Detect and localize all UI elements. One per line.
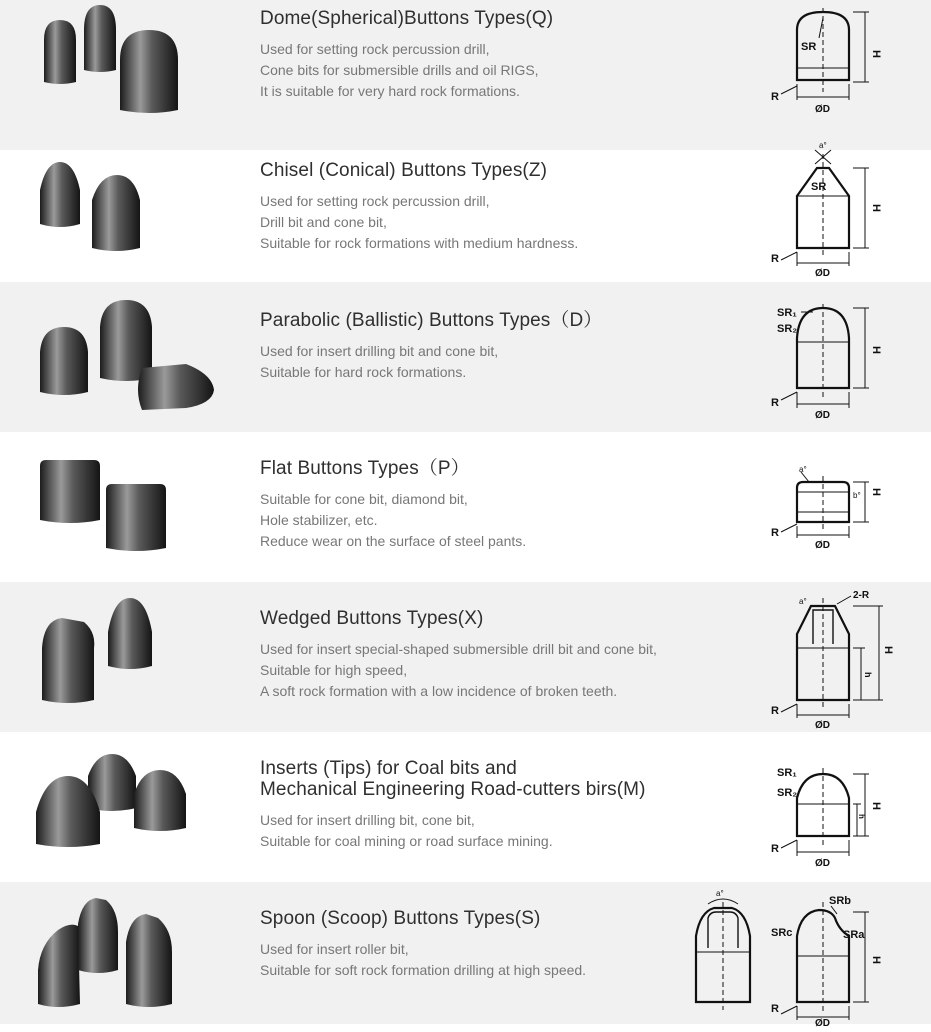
label-r: R bbox=[771, 527, 779, 539]
dome-button-diagram bbox=[765, 0, 905, 150]
label-angle: a° bbox=[716, 889, 724, 898]
row-dome-buttons bbox=[0, 0, 931, 150]
row-description bbox=[260, 191, 770, 254]
dome-buttons-photo bbox=[22, 0, 222, 150]
row-flat-buttons bbox=[0, 432, 931, 582]
label-src: SRc bbox=[771, 927, 793, 939]
label-diameter: ØD bbox=[815, 410, 830, 421]
description-line: It is suitable for very hard rock formations. bbox=[260, 83, 520, 99]
description-line: Suitable for rock formations with medium hardness. bbox=[260, 235, 579, 251]
label-h: H bbox=[870, 956, 882, 964]
label-sr1: SR₁ bbox=[777, 767, 797, 779]
label-h: H bbox=[870, 802, 882, 810]
wedged-button-diagram bbox=[765, 582, 905, 732]
label-angle: a° bbox=[799, 597, 807, 606]
label-sr2: SR₂ bbox=[777, 323, 798, 335]
label-r: R bbox=[771, 91, 779, 103]
description-line: Suitable for soft rock formation drilling at high speed. bbox=[260, 962, 587, 978]
coal-bit-inserts-photo bbox=[22, 732, 222, 882]
label-2r: 2-R bbox=[853, 590, 870, 601]
label-diameter: ØD bbox=[815, 1018, 830, 1029]
label-sr1: SR₁ bbox=[777, 307, 797, 319]
label-h: H bbox=[870, 50, 882, 58]
row-chisel-buttons bbox=[0, 141, 931, 300]
chisel-buttons-photo bbox=[22, 150, 222, 300]
description-line: A soft rock formation with a low incidence of broken teeth. bbox=[260, 683, 618, 699]
description-line: Used for insert drilling bit and cone bit, bbox=[260, 343, 499, 359]
row-title: Spoon (Scoop) Buttons Types(S) bbox=[260, 908, 541, 929]
description-line: Used for setting rock percussion drill, bbox=[260, 193, 490, 209]
description-line: Suitable for hard rock formations. bbox=[260, 364, 467, 380]
description-line: Used for insert drilling bit, cone bit, bbox=[260, 812, 475, 828]
description-line: Suitable for coal mining or road surface mining. bbox=[260, 833, 553, 849]
label-sra: SRa bbox=[843, 929, 865, 941]
description-line: Drill bit and cone bit, bbox=[260, 214, 387, 230]
label-angle-b: b° bbox=[853, 491, 861, 500]
flat-buttons-photo bbox=[22, 432, 222, 582]
description-line: Used for setting rock percussion drill, bbox=[260, 41, 490, 57]
description-line: Suitable for high speed, bbox=[260, 662, 408, 678]
description-line: Suitable for cone bit, diamond bit, bbox=[260, 491, 468, 507]
label-h: H bbox=[870, 488, 882, 496]
spoon-button-side-diagram bbox=[765, 882, 905, 1032]
description-line: Reduce wear on the surface of steel pants. bbox=[260, 533, 527, 549]
label-sr2: SR₂ bbox=[777, 787, 798, 799]
row-description bbox=[260, 810, 770, 852]
row-wedged-buttons bbox=[0, 582, 931, 732]
label-r: R bbox=[771, 1003, 779, 1015]
row-coal-bit-inserts bbox=[0, 732, 931, 882]
coal-bit-insert-diagram bbox=[765, 732, 905, 882]
row-title: Wedged Buttons Types(X) bbox=[260, 608, 484, 629]
description-line: Used for insert special-shaped submersible drill bit and cone bit, bbox=[260, 641, 657, 657]
label-h: H bbox=[870, 204, 882, 212]
spoon-buttons-photo bbox=[22, 882, 222, 1032]
chisel-button-diagram bbox=[765, 141, 905, 300]
label-r: R bbox=[771, 253, 779, 265]
label-h-small: h bbox=[863, 672, 873, 678]
label-srb: SRb bbox=[829, 895, 851, 907]
row-title: Flat Buttons Types（P） bbox=[260, 458, 470, 479]
description-line: Cone bits for submersible drills and oil RIGS, bbox=[260, 62, 539, 78]
row-description bbox=[260, 639, 770, 702]
row-title-line-2: Mechanical Engineering Road-cutters birs(M) bbox=[260, 779, 646, 800]
label-h: H bbox=[870, 346, 882, 354]
row-spoon-buttons bbox=[0, 882, 931, 1029]
wedged-buttons-photo bbox=[22, 582, 222, 732]
spoon-button-front-diagram bbox=[690, 882, 760, 1032]
label-h: H bbox=[882, 646, 894, 654]
label-r: R bbox=[771, 397, 779, 409]
label-diameter: ØD bbox=[815, 720, 830, 731]
description-line: Used for insert roller bit, bbox=[260, 941, 409, 957]
label-sr: SR bbox=[811, 181, 827, 193]
flat-button-diagram bbox=[765, 432, 905, 582]
parabolic-buttons-photo bbox=[22, 282, 222, 432]
description-line: Hole stabilizer, etc. bbox=[260, 512, 378, 528]
row-title-line-1: Inserts (Tips) for Coal bits and bbox=[260, 758, 517, 779]
label-diameter: ØD bbox=[815, 104, 830, 115]
label-diameter: ØD bbox=[815, 268, 830, 279]
label-r: R bbox=[771, 705, 779, 717]
row-title: Dome(Spherical)Buttons Types(Q) bbox=[260, 8, 554, 29]
row-title: Parabolic (Ballistic) Buttons Types（D） bbox=[260, 310, 603, 331]
label-diameter: ØD bbox=[815, 858, 830, 869]
row-description bbox=[260, 489, 770, 552]
label-diameter: ØD bbox=[815, 540, 830, 551]
label-angle-a: a° bbox=[799, 465, 807, 474]
row-description bbox=[260, 39, 770, 102]
row-parabolic-buttons bbox=[0, 282, 931, 432]
row-title: Chisel (Conical) Buttons Types(Z) bbox=[260, 160, 547, 181]
parabolic-button-diagram bbox=[765, 282, 905, 432]
label-angle: a° bbox=[819, 141, 827, 150]
row-description bbox=[260, 341, 770, 383]
label-h-small: h bbox=[857, 814, 866, 819]
label-sr: SR bbox=[801, 41, 817, 53]
label-r: R bbox=[771, 843, 779, 855]
